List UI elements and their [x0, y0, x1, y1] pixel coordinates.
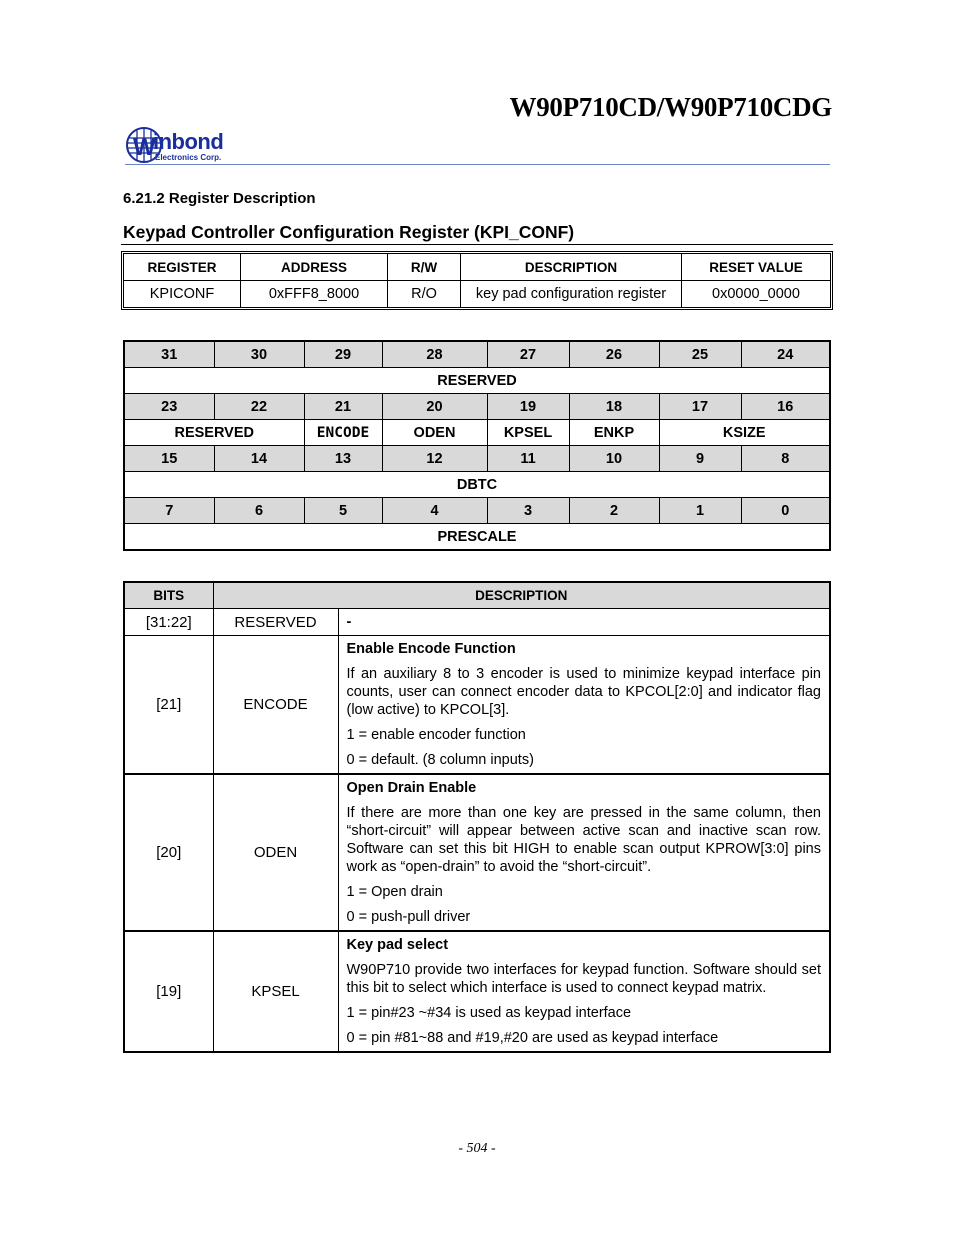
- summary-header-cell: ADDRESS: [241, 254, 388, 281]
- bits-header-row: [124, 582, 830, 609]
- summary-header-cell: REGISTER: [124, 254, 241, 281]
- heading-rule: [121, 244, 833, 245]
- register-description: key pad configuration register: [461, 281, 682, 308]
- bit-number: 17: [659, 394, 741, 420]
- field-title: Open Drain Enable: [346, 780, 477, 796]
- description-paragraph: 0 = pin #81~88 and #19,#20 are used as keypad interface: [346, 1030, 719, 1046]
- summary-header-row: [124, 254, 831, 281]
- field-title: Key pad select: [346, 937, 449, 953]
- bit-number: 13: [304, 446, 382, 472]
- register-reset-value: 0x0000_0000: [682, 281, 831, 308]
- summary-header-cell: R/W: [388, 254, 461, 281]
- description-paragraph: 1 = enable encoder function: [346, 727, 526, 743]
- bit-field: KPSEL: [487, 420, 569, 446]
- description-paragraph: If an auxiliary 8 to 3 encoder is used to minimize keypad interface pin counts, user can connect encoder data to KPCOL[2:0] and indicator flag (low active) to KPCOL[3].: [346, 666, 821, 718]
- bit-number: 10: [569, 446, 659, 472]
- bit-number: 8: [741, 446, 830, 472]
- field-description: [338, 931, 830, 1052]
- description-paragraph: 0 = push-pull driver: [346, 909, 471, 925]
- bit-description-table: [123, 581, 831, 1053]
- bit-field-row: [124, 420, 830, 446]
- bit-number: 20: [382, 394, 487, 420]
- bit-number: 9: [659, 446, 741, 472]
- bit-number: 25: [659, 341, 741, 368]
- bit-number: 28: [382, 341, 487, 368]
- register-name: KPICONF: [124, 281, 241, 308]
- bit-number: 6: [214, 498, 304, 524]
- bit-number: 29: [304, 341, 382, 368]
- bit-range: [19]: [124, 931, 213, 1052]
- bit-field: DBTC: [124, 472, 830, 498]
- bit-field-row: [124, 368, 830, 394]
- summary-row: [124, 281, 831, 308]
- bit-number: 26: [569, 341, 659, 368]
- bit-field: ENCODE: [304, 420, 382, 446]
- bit-number: 27: [487, 341, 569, 368]
- field-title: Enable Encode Function: [346, 641, 516, 657]
- bit-number: 1: [659, 498, 741, 524]
- bit-field: ODEN: [382, 420, 487, 446]
- bit-field: ENKP: [569, 420, 659, 446]
- bit-number: 24: [741, 341, 830, 368]
- register-summary-table: [123, 253, 831, 308]
- bit-number: 22: [214, 394, 304, 420]
- bit-number: 18: [569, 394, 659, 420]
- bit-number: 2: [569, 498, 659, 524]
- bit-number: 19: [487, 394, 569, 420]
- summary-header-cell: DESCRIPTION: [461, 254, 682, 281]
- bit-number-row: [124, 394, 830, 420]
- field-name: RESERVED: [213, 609, 338, 636]
- register-heading: Keypad Controller Configuration Register (KPI_CONF): [123, 222, 575, 242]
- bit-number: 14: [214, 446, 304, 472]
- register-address: 0xFFF8_8000: [241, 281, 388, 308]
- bit-range: [31:22]: [124, 609, 213, 636]
- field-description: [338, 636, 830, 775]
- table-row: [124, 636, 830, 775]
- bit-range: [21]: [124, 636, 213, 775]
- bit-number-row: [124, 498, 830, 524]
- field-name: ENCODE: [213, 636, 338, 775]
- bit-number: 15: [124, 446, 214, 472]
- summary-header-cell: RESET VALUE: [682, 254, 831, 281]
- bit-number-row: [124, 446, 830, 472]
- bit-number: 5: [304, 498, 382, 524]
- bit-number: 3: [487, 498, 569, 524]
- logo-wordmark: inbond: [153, 129, 224, 154]
- bit-number: 31: [124, 341, 214, 368]
- table-row: [124, 774, 830, 931]
- description-paragraph: W90P710 provide two interfaces for keypad function. Software should set this bit to select which interface is used to connect keypad matrix.: [346, 962, 821, 996]
- field-description: -: [338, 609, 830, 636]
- bits-header-cell: BITS: [124, 582, 213, 609]
- page-number: - 504 -: [458, 1141, 496, 1156]
- bit-number: 21: [304, 394, 382, 420]
- bit-field: RESERVED: [124, 368, 830, 394]
- bit-map-table: [123, 340, 831, 551]
- logo-subtitle: Electronics Corp.: [155, 153, 222, 162]
- bit-number: 30: [214, 341, 304, 368]
- register-access: R/O: [388, 281, 461, 308]
- bit-number: 23: [124, 394, 214, 420]
- header-rule: [125, 164, 830, 165]
- field-description: [338, 774, 830, 931]
- table-row: [124, 609, 830, 636]
- bit-number: 11: [487, 446, 569, 472]
- bit-number: 7: [124, 498, 214, 524]
- bits-header-cell: DESCRIPTION: [213, 582, 830, 609]
- field-name: ODEN: [213, 774, 338, 931]
- description-paragraph: 1 = pin#23 ~#34 is used as keypad interface: [346, 1005, 632, 1021]
- bit-field: KSIZE: [659, 420, 830, 446]
- description-paragraph: 1 = Open drain: [346, 884, 443, 900]
- bit-number: 12: [382, 446, 487, 472]
- svg-text:W: W: [133, 134, 156, 161]
- section-heading: 6.21.2 Register Description: [123, 190, 316, 207]
- bit-field: PRESCALE: [124, 524, 830, 551]
- bit-field: RESERVED: [124, 420, 304, 446]
- bit-number: 0: [741, 498, 830, 524]
- description-paragraph: If there are more than one key are pressed in the same column, then “short-circuit” will appear between active scan and inactive scan row. Software can set this bit HIGH to enable scan output KPROW[3:0] pins work as “open-drain” to avoid the “short-circuit”.: [346, 805, 821, 875]
- document-title: W90P710CD/W90P710CDG: [509, 92, 832, 122]
- field-name: KPSEL: [213, 931, 338, 1052]
- bit-field-row: [124, 524, 830, 551]
- bit-number: 4: [382, 498, 487, 524]
- bit-field-row: [124, 472, 830, 498]
- bit-range: [20]: [124, 774, 213, 931]
- bit-number: 16: [741, 394, 830, 420]
- table-row: [124, 931, 830, 1052]
- description-paragraph: 0 = default. (8 column inputs): [346, 752, 534, 768]
- bit-number-row: [124, 341, 830, 368]
